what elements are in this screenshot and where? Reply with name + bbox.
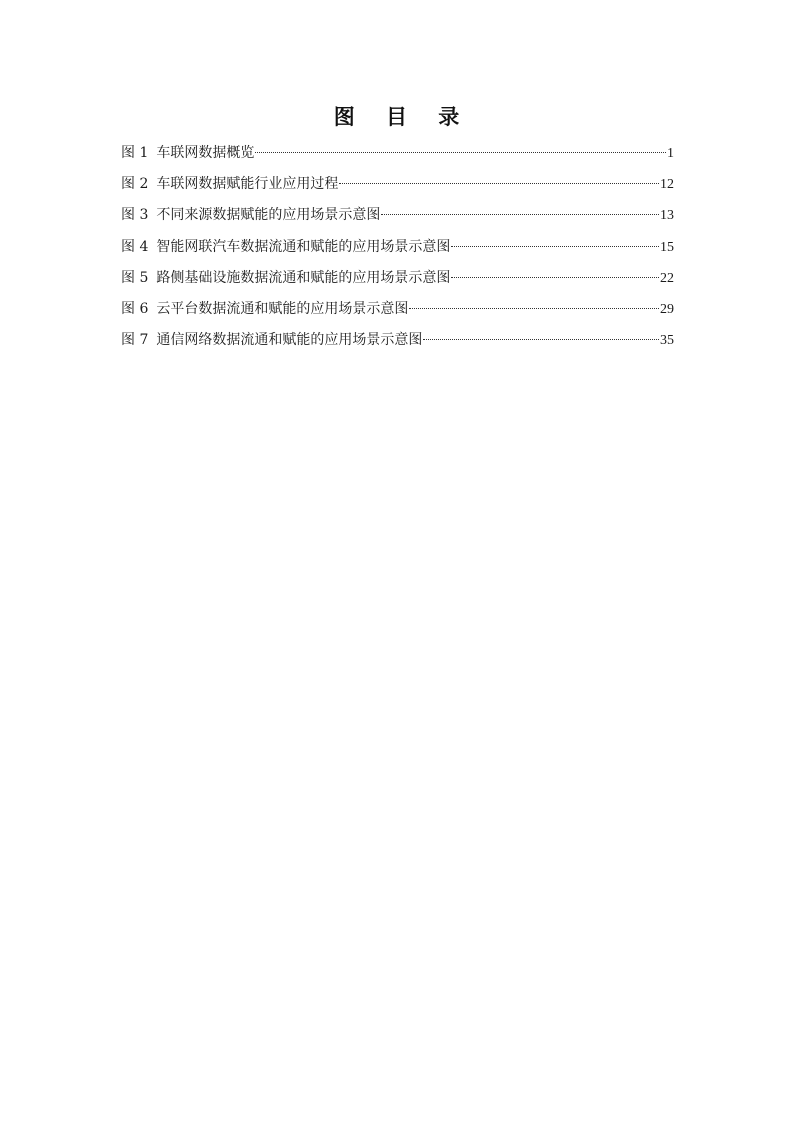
page-number: 12 [660,177,674,193]
dot-leader [255,152,666,153]
dot-leader [451,246,659,247]
figure-title: 通信网络数据流通和赋能的应用场景示意图 [156,332,423,349]
dot-leader [451,277,659,278]
dot-leader [381,214,659,215]
toc-entry[interactable] [121,298,674,329]
figure-number: 图 1 [121,145,149,161]
figure-title: 不同来源数据赋能的应用场景示意图 [156,207,381,224]
page-number: 35 [660,333,674,349]
toc-entry[interactable] [121,267,674,298]
figure-number: 图 7 [121,332,149,349]
figure-toc-list [121,142,674,360]
figure-title: 云平台数据流通和赋能的应用场景示意图 [156,300,409,317]
page-number: 13 [660,208,674,224]
dot-leader [423,339,659,340]
figure-number: 图 6 [121,300,149,317]
figure-number: 图 3 [121,207,149,224]
figure-title: 路侧基础设施数据流通和赋能的应用场景示意图 [156,269,451,286]
dot-leader [339,183,659,184]
figure-number: 图 2 [121,176,149,193]
figure-title: 车联网数据赋能行业应用过程 [156,176,339,193]
figure-title: 车联网数据概览 [156,145,255,161]
toc-entry[interactable] [121,329,674,360]
toc-entry[interactable] [121,142,674,173]
toc-entry[interactable] [121,204,674,235]
page-number: 1 [667,146,674,161]
page-number: 15 [660,239,674,255]
dot-leader [409,308,659,309]
toc-entry[interactable] [121,173,674,204]
toc-title: 图 目 录 [333,105,472,129]
figure-number: 图 5 [121,269,149,286]
figure-title: 智能网联汽车数据流通和赋能的应用场景示意图 [156,238,451,255]
figure-number: 图 4 [121,238,149,255]
toc-entry[interactable] [121,236,674,267]
page-number: 29 [660,301,674,317]
page-number: 22 [660,270,674,286]
